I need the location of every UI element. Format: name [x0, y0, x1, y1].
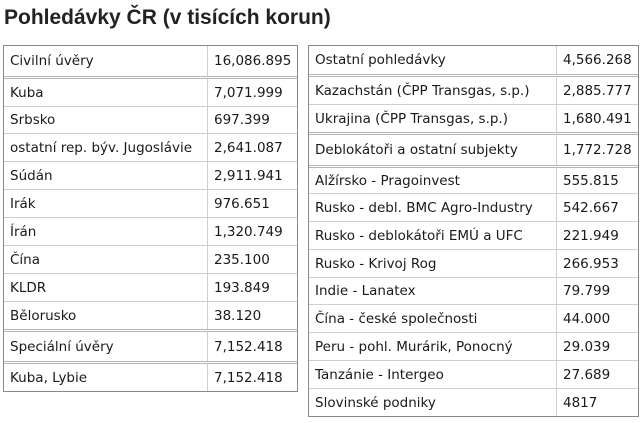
row-label: Deblokátoři a ostatní subjekty	[309, 132, 556, 165]
page-title: Pohledávky ČR (v tisících korun)	[4, 6, 331, 29]
row-label: Ukrajina (ČPP Transgas, s.p.)	[309, 104, 556, 132]
row-label: Rusko - deblokátoři EMÚ a UFC	[309, 221, 556, 249]
table-row	[4, 273, 297, 301]
row-label: Indie - Lanatex	[309, 277, 556, 304]
table-row	[309, 277, 638, 304]
table-row	[309, 46, 638, 74]
table-row	[4, 245, 297, 273]
row-label: KLDR	[4, 273, 207, 301]
table-row	[309, 332, 638, 360]
row-value: 38.120	[207, 301, 297, 329]
table-row	[4, 217, 297, 245]
table-row	[309, 249, 638, 277]
table-row	[4, 301, 297, 329]
table-row	[4, 46, 297, 76]
row-label: Čína - české společnosti	[309, 304, 556, 332]
row-label: Kazachstán (ČPP Transgas, s.p.)	[309, 74, 556, 104]
row-value: 221.949	[556, 221, 638, 249]
table-row	[309, 165, 638, 193]
row-value: 7,152.418	[207, 329, 297, 361]
table-row	[309, 104, 638, 132]
row-label: Írán	[4, 217, 207, 245]
table-row	[4, 329, 297, 361]
row-label: Irák	[4, 189, 207, 217]
table-row	[309, 360, 638, 388]
row-label: Peru - pohl. Murárik, Ponocný	[309, 332, 556, 360]
row-label: Speciální úvěry	[4, 329, 207, 361]
table-row	[4, 189, 297, 217]
row-label: Čína	[4, 245, 207, 273]
row-value: 29.039	[556, 332, 638, 360]
table-row	[309, 132, 638, 165]
row-value: 7,152.418	[207, 361, 297, 391]
row-value: 79.799	[556, 277, 638, 304]
table-row	[309, 388, 638, 416]
row-label: Civilní úvěry	[10, 53, 94, 69]
row-label: Slovinské podniky	[309, 388, 556, 416]
table-row	[4, 106, 297, 133]
table-row	[4, 161, 297, 189]
row-label: Bělorusko	[4, 301, 207, 329]
table-row	[309, 304, 638, 332]
row-label: Tanzánie - Intergeo	[309, 360, 556, 388]
row-value: 2,641.087	[207, 133, 297, 161]
table-row	[4, 76, 297, 106]
row-label: Ostatní pohledávky	[315, 52, 446, 68]
row-label: ostatní rep. býv. Jugoslávie	[4, 133, 207, 161]
table-row	[309, 74, 638, 104]
row-label: Súdán	[4, 161, 207, 189]
other-receivables-table	[308, 45, 639, 417]
row-value: 44.000	[556, 304, 638, 332]
row-value: 16,086.895	[207, 46, 297, 76]
row-value: 266.953	[556, 249, 638, 277]
row-value: 193.849	[207, 273, 297, 301]
row-value: 235.100	[207, 245, 297, 273]
table-row	[309, 221, 638, 249]
row-value: 697.399	[207, 106, 297, 133]
table-row	[4, 361, 297, 391]
row-value: 1,320.749	[207, 217, 297, 245]
row-value: 7,071.999	[207, 76, 297, 106]
row-label: Kuba, Lybie	[4, 361, 207, 391]
row-value: 2,911.941	[207, 161, 297, 189]
row-label: Rusko - Krivoj Rog	[309, 249, 556, 277]
table-row	[4, 133, 297, 161]
row-value: 2,885.777	[556, 74, 638, 104]
row-value: 4,566.268	[556, 46, 638, 74]
row-value: 1,772.728	[556, 132, 638, 165]
row-label: Rusko - debl. BMC Agro-Industry	[309, 193, 556, 221]
row-value: 27.689	[556, 360, 638, 388]
row-value: 976.651	[207, 189, 297, 217]
row-value: 542.667	[556, 193, 638, 221]
row-value: 555.815	[556, 165, 638, 193]
table-row	[309, 193, 638, 221]
row-value: 4817	[556, 388, 638, 416]
civil-loans-table	[3, 45, 298, 392]
row-label: Alžírsko - Pragoinvest	[309, 165, 556, 193]
row-label: Srbsko	[4, 106, 207, 133]
row-value: 1,680.491	[556, 104, 638, 132]
row-label: Kuba	[4, 76, 207, 106]
